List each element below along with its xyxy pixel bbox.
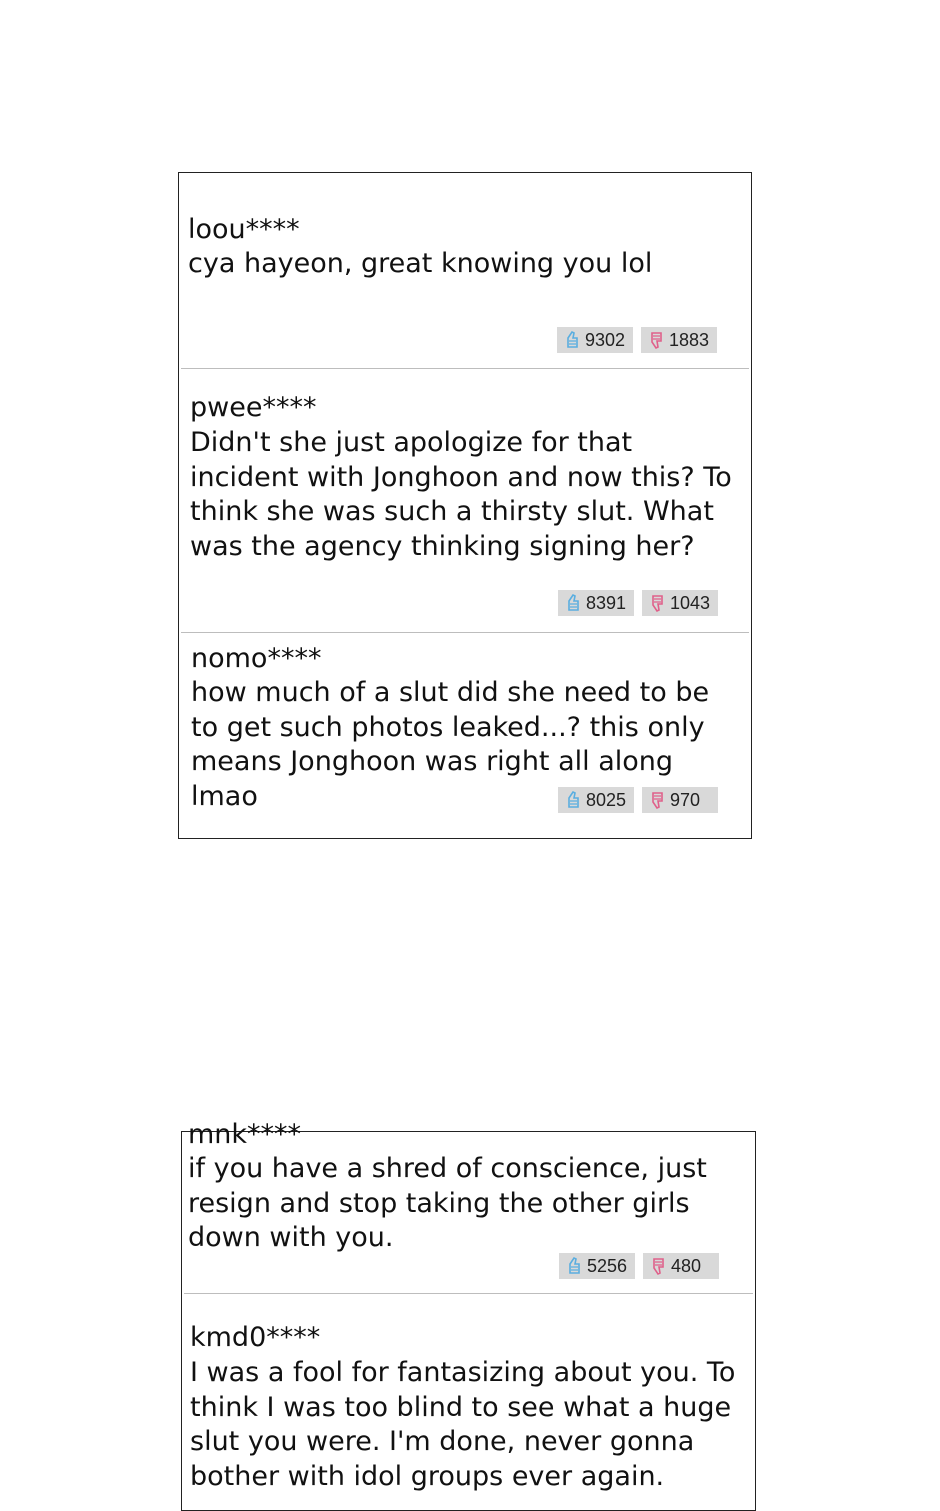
thumbs-up-icon	[566, 791, 580, 809]
comment-divider	[181, 368, 749, 369]
dislike-button[interactable]	[643, 1253, 719, 1279]
comment-username: loou****	[188, 214, 300, 245]
dislike-button[interactable]	[642, 590, 718, 616]
comment-divider	[181, 632, 749, 633]
thumbs-down-icon	[650, 594, 664, 612]
comment-text: cya hayeon, great knowing you lol	[188, 248, 653, 279]
vote-bar	[557, 327, 717, 353]
comment-text: Didn't she just apologize for that incident with Jonghoon and now this? To think she was such a thirsty slut. What was the agency thinking signing her?	[190, 427, 732, 562]
comment-panel-2	[181, 1119, 756, 1511]
like-button[interactable]	[558, 787, 634, 813]
dislike-count: 1043	[670, 592, 711, 613]
thumbs-up-icon	[567, 1257, 581, 1275]
comment-username: nomo****	[191, 643, 322, 674]
comment-username-clipped: mnk****	[188, 1119, 302, 1150]
like-button[interactable]	[557, 327, 633, 353]
vote-bar	[559, 1253, 719, 1279]
vote-bar	[558, 590, 718, 616]
thumbs-down-icon	[650, 791, 664, 809]
like-count: 8391	[586, 592, 627, 613]
vote-bar	[558, 787, 718, 813]
dislike-count: 480	[671, 1255, 702, 1276]
thumbs-up-icon	[565, 331, 579, 349]
dislike-count: 1883	[669, 329, 710, 350]
comment-username: pwee****	[190, 392, 317, 423]
comment-username: kmd0****	[190, 1322, 321, 1353]
like-button[interactable]	[558, 590, 634, 616]
like-count: 5256	[587, 1255, 628, 1276]
like-button[interactable]	[559, 1253, 635, 1279]
thumbs-down-icon	[649, 331, 663, 349]
comment-text: if you have a shred of conscience, just resign and stop taking the other girls down with you.	[188, 1153, 707, 1253]
comment-panel-1	[178, 172, 752, 839]
dislike-button[interactable]	[642, 787, 718, 813]
dislike-count: 970	[670, 789, 701, 810]
comment-text: how much of a slut did she need to be to get such photos leaked...? this only means Jonghoon was right all along lmao	[191, 677, 710, 812]
comment-text: I was a fool for fantasizing about you. To think I was too blind to see what a huge slut you were. I'm done, never gonna bother with idol groups ever again.	[190, 1357, 736, 1492]
dislike-button[interactable]	[641, 327, 717, 353]
thumbs-down-icon	[651, 1257, 665, 1275]
like-count: 8025	[586, 789, 627, 810]
like-count: 9302	[585, 329, 626, 350]
thumbs-up-icon	[566, 594, 580, 612]
comment-divider	[184, 1293, 753, 1294]
